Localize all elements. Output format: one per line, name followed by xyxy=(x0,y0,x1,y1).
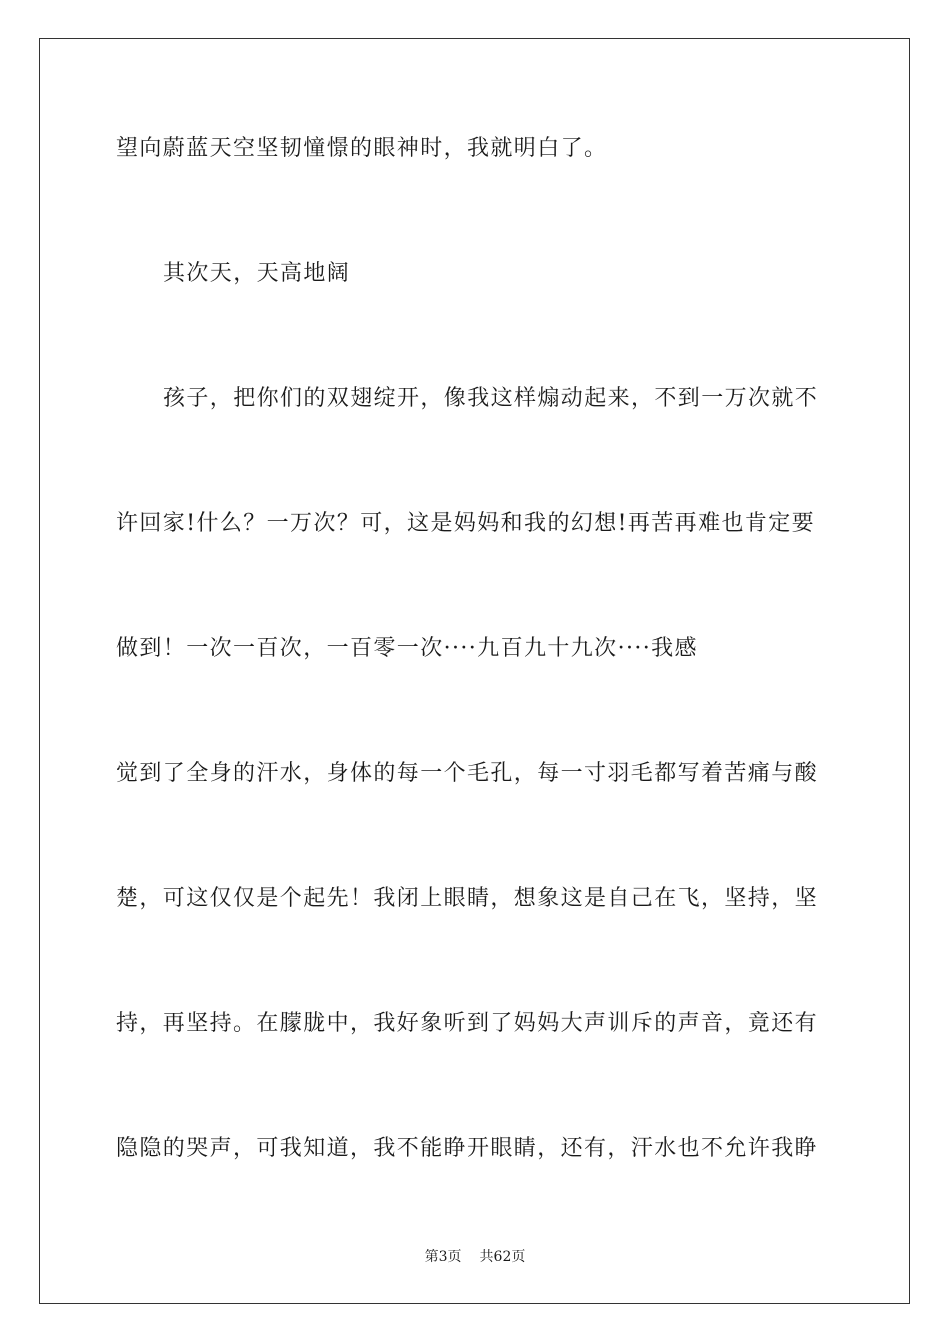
text-line-9: 隐隐的哭声，可我知道，我不能睁开眼睛，还有，汗水也不允许我睁 xyxy=(116,1136,819,1161)
total-pages: 共62页 xyxy=(479,1249,526,1265)
text-line-3: 孩子，把你们的双翅绽开，像我这样煽动起来，不到一万次就不 xyxy=(163,386,819,411)
text-line-8: 持，再坚持。在朦胧中，我好象听到了妈妈大声训斥的声音，竟还有 xyxy=(116,1011,819,1036)
text-line-4: 许回家!什么？一万次？可，这是妈妈和我的幻想!再苦再难也肯定要 xyxy=(116,511,816,536)
text-line-6: 觉到了全身的汗水，身体的每一个毛孔，每一寸羽毛都写着苦痛与酸 xyxy=(116,761,819,786)
current-page-number: 第3页 xyxy=(424,1249,462,1265)
page-footer xyxy=(0,1247,950,1267)
text-line-1: 望向蔚蓝天空坚韧憧憬的眼神时，我就明白了。 xyxy=(116,136,608,161)
text-line-7: 楚，可这仅仅是个起先！我闭上眼睛，想象这是自己在飞，坚持，坚 xyxy=(116,886,819,911)
text-line-5: 做到！一次一百次，一百零一次····九百九十九次····我感 xyxy=(116,636,698,661)
section-heading: 其次天，天高地阔 xyxy=(163,261,351,286)
page-border xyxy=(39,38,910,1304)
